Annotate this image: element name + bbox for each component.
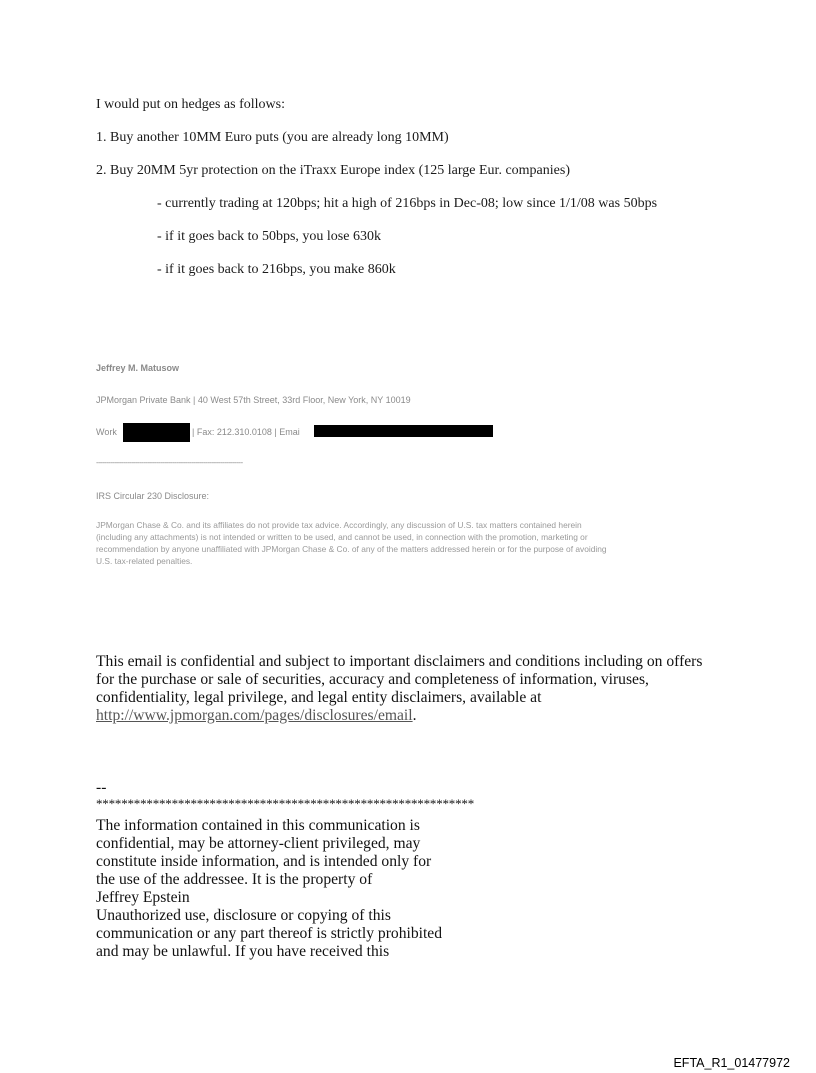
irs-line-3: recommendation by anyone unaffiliated with JPMorgan Chase & Co. of any of the matters addressed herein or for the purpose of avoiding [96,544,607,554]
notice-line-5: Jeffrey Epstein [96,889,190,906]
notice-line-1: The information contained in this communication is [96,817,420,834]
confidential-line-1: This email is confidential and subject to important disclaimers and conditions including on offers [96,653,703,670]
document-id: EFTA_R1_01477972 [673,1056,790,1070]
irs-line-1: JPMorgan Chase & Co. and its affiliates do not provide tax advice. Accordingly, any discussion of U.S. tax matters contained herein [96,520,582,530]
hedge-sub-2: - if it goes back to 50bps, you lose 630k [157,229,381,244]
confidential-line-3: confidentiality, legal privilege, and legal entity disclaimers, available at [96,689,542,706]
signature-name: Jeffrey M. Matusow [96,363,180,373]
signature-address: JPMorgan Private Bank | 40 West 57th Street, 33rd Floor, New York, NY 10019 [96,395,411,405]
notice-line-6: Unauthorized use, disclosure or copying of this [96,907,391,924]
confidential-line-2: for the purchase or sale of securities, accuracy and completeness of information, viruses, [96,671,649,688]
confidential-line-4 [96,707,417,725]
notice-line-8: and may be unlawful. If you have received this [96,943,390,960]
signature-separator: ----------------------------------------------------------------------- [96,458,243,467]
redaction-email [314,425,493,437]
irs-heading: IRS Circular 230 Disclosure: [96,491,210,501]
hedge-sub-3: - if it goes back to 216bps, you make 860k [157,262,396,277]
notice-line-3: constitute inside information, and is intended only for [96,853,432,870]
disclosures-link[interactable]: http://www.jpmorgan.com/pages/disclosures/email [96,707,413,724]
notice-stars: ************************************************************ [96,796,475,811]
irs-line-2: (including any attachments) is not intended or written to be used, and cannot be used, in connection with the promotion, marketing or [96,532,588,542]
notice-line-7: communication or any part thereof is strictly prohibited [96,925,443,942]
hedges-intro: I would put on hedges as follows: [96,97,285,112]
hedge-item-1: 1. Buy another 10MM Euro puts (you are already long 10MM) [96,130,449,145]
notice-dashes: -- [96,779,107,796]
irs-line-4: U.S. tax-related penalties. [96,556,193,566]
link-suffix: . [412,707,417,724]
signature-fax: | Fax: 212.310.0108 | Emai [192,427,300,437]
signature-work-label: Work [96,427,117,437]
notice-line-2: confidential, may be attorney-client privileged, may [96,835,421,852]
notice-line-4: the use of the addressee. It is the property of [96,871,373,888]
redaction-work-phone [123,423,190,442]
hedge-sub-1: - currently trading at 120bps; hit a high of 216bps in Dec-08; low since 1/1/08 was 50bps [157,196,658,211]
hedge-item-2: 2. Buy 20MM 5yr protection on the iTraxx Europe index (125 large Eur. companies) [96,163,570,178]
